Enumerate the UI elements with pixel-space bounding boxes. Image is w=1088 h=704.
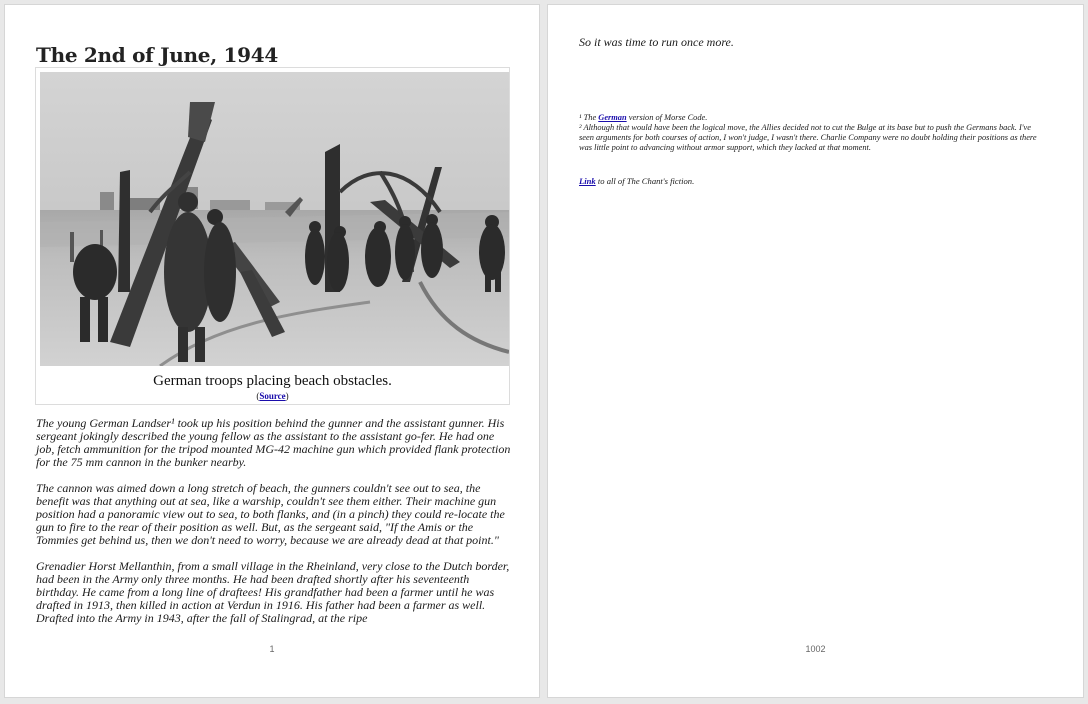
footnote-2: ² Although that would have been the logical move, the Allies decided not to cut the Bulge at its base but to push the Germans back. I've seen arguments for both courses of action, I won't judge, I wasn't there. Charlie Company were no doubt holding their positions as there was little point to advancing without armor support, which they lacked at that moment. (579, 123, 1037, 152)
paragraph-1: The young German Landser¹ took up his position behind the gunner and the assistant gunner. His sergeant jokingly described the young fellow as the assistant to the assistant go-fer. He had one job, fetch ammunition for the tripod mounted MG-42 machine gun which provided flank protection for the 75 mm cannon in the bunker nearby. (36, 416, 511, 469)
paragraph-2: The cannon was aimed down a long stretch of beach, the gunners couldn't see out to sea, the benefit was that anything out at sea, like a warship, couldn't see them either. Their machine gun position had a panoramic view out to sea, to both flanks, and (in a pinch) they could re-locate the gun to fire to the rear of their position as well. But, as the sergeant said, "If the Amis or the Tommies get behind us, then we don't need to worry, because we are already dead at that point." (36, 481, 505, 547)
photo-caption: German troops placing beach obstacles. (153, 373, 392, 389)
body-text (36, 417, 514, 638)
beach-obstacles-photo (40, 72, 509, 366)
fiction-link[interactable]: Link (579, 176, 596, 186)
fiction-link-text: to all of The Chant's fiction. (595, 176, 695, 186)
document-page-right (547, 4, 1084, 698)
page-number-right: 1002 (805, 644, 826, 654)
closing-line: So it was time to run once more. (579, 35, 734, 49)
paragraph-3: Grenadier Horst Mellanthin, from a small village in the Rheinland, very close to the Dutch border, had been in the Army only three months. He had been drafted shortly after his seventeenth birthday. He came from a long line of draftees! His grandfather had been a farmer until he was drafted in 1913, then killed in action at Verdun in 1916. His father had been a farmer as well. Drafted into the Army in 1943, after the fall of Stalingrad, at the ripe (36, 559, 510, 625)
source-open-paren: ( (256, 391, 260, 401)
source-close-paren: ) (285, 391, 289, 401)
source-link[interactable]: Source (259, 391, 286, 401)
footnote-1-marker: ¹ The (579, 113, 599, 122)
document-page-left (4, 4, 540, 698)
footnote-1 (579, 113, 1045, 123)
page-number-left: 1 (269, 644, 275, 654)
footnotes (579, 113, 1045, 153)
footnote-1-text: version of Morse Code. (626, 113, 708, 122)
photo-source (36, 391, 509, 401)
footnote-german-link[interactable]: German (598, 113, 627, 122)
fiction-link-line (579, 176, 694, 186)
chapter-title: The 2nd of June, 1944 (36, 43, 278, 67)
photo-figure (35, 67, 510, 405)
